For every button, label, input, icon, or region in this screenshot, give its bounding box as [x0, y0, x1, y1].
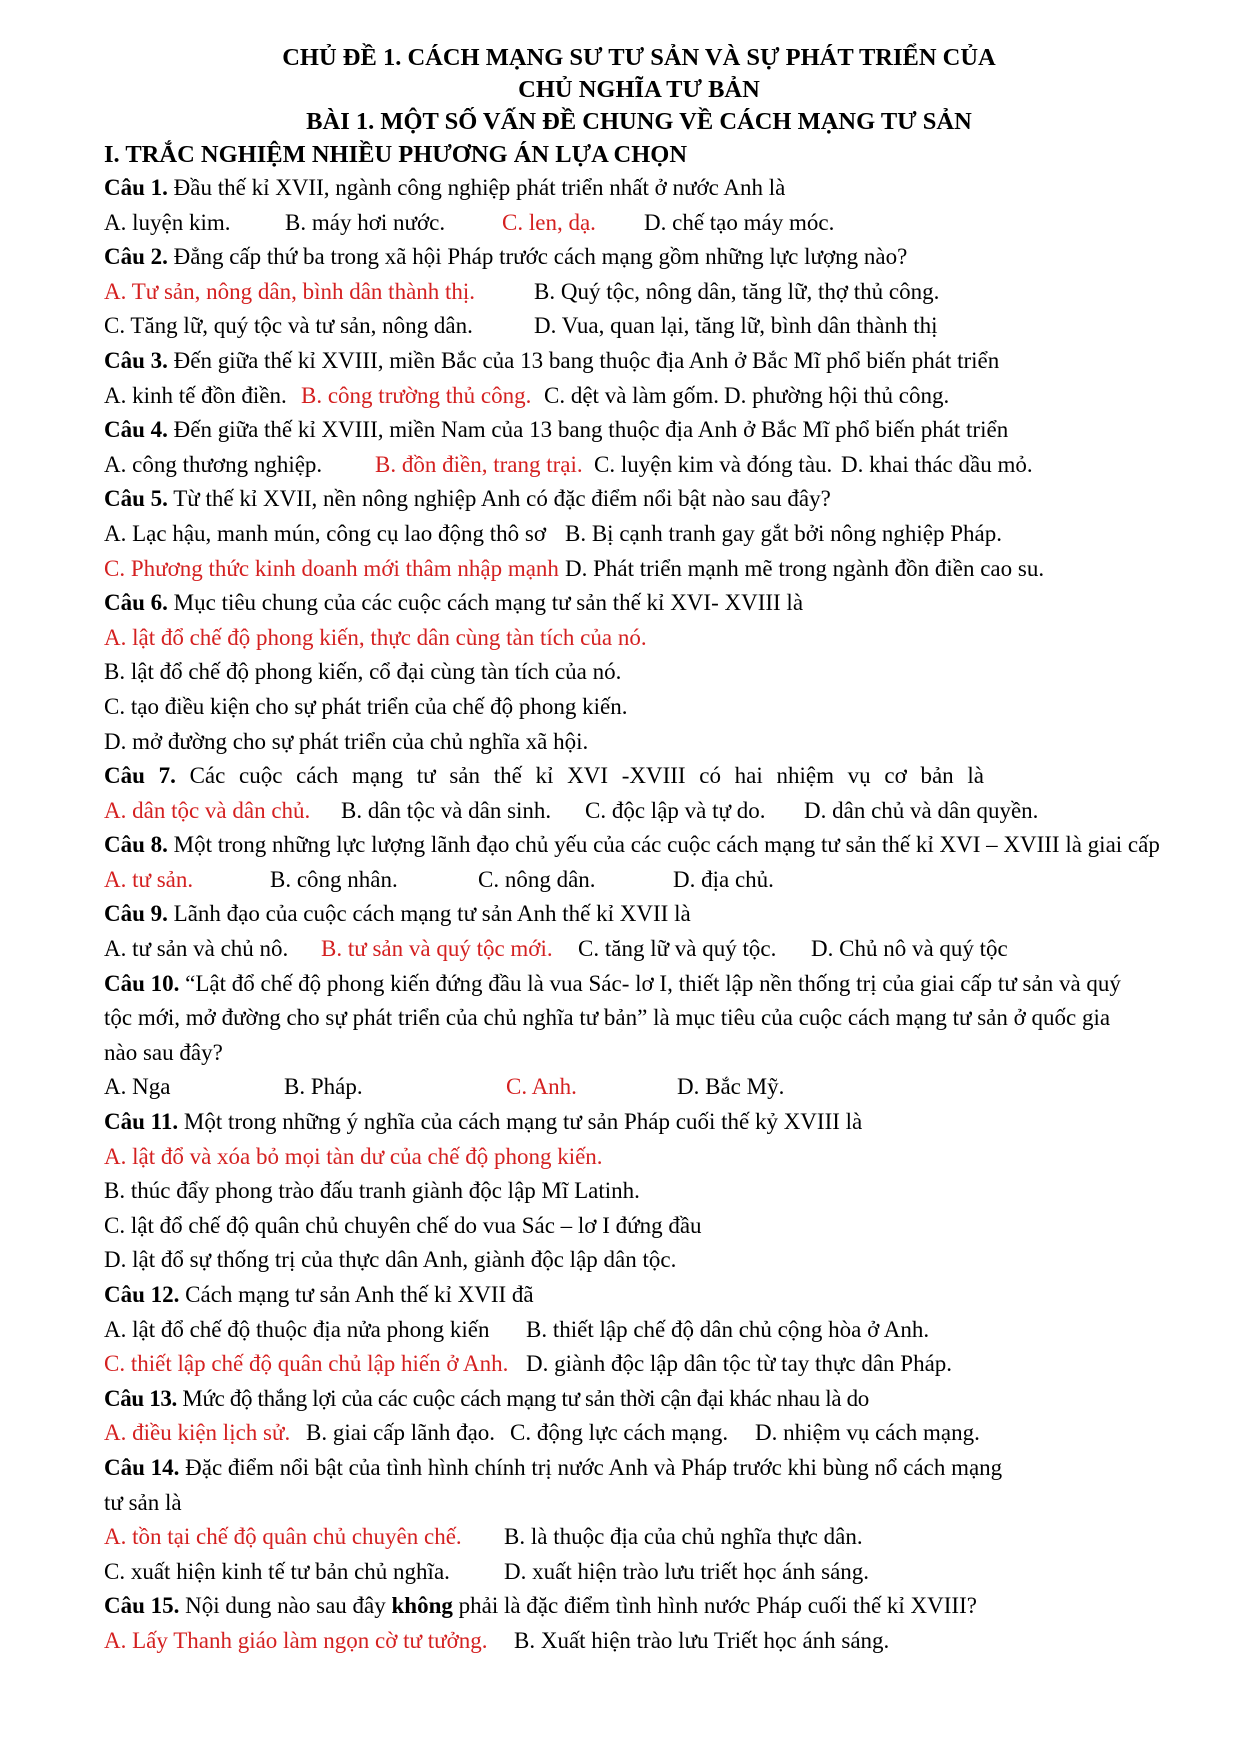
question-4-options [104, 448, 1174, 483]
option-b: B. đồn điền, trang trại. [375, 451, 583, 477]
option-d: D. nhiệm vụ cách mạng. [755, 1420, 980, 1446]
question-10-options [104, 1070, 1174, 1105]
question-15: Câu 15. Nội dung nào sau đây không phải là đặc điểm tình hình nước Pháp cuối thế kỉ XVIII? [104, 1593, 977, 1619]
question-15-options-ab [104, 1624, 1174, 1659]
question-3-options [104, 379, 1174, 414]
option-a: A. Lấy Thanh giáo làm ngọn cờ tư tưởng. [104, 1627, 488, 1653]
option-a: A. tư sản và chủ nô. [104, 936, 289, 962]
question-5-options-ab [104, 517, 1174, 552]
question-8-options [104, 863, 1174, 898]
question-12: Câu 12. Cách mạng tư sản Anh thế kỉ XVII đã [104, 1282, 534, 1307]
option-c: C. nông dân. [478, 866, 596, 892]
option-d: D. dân chủ và dân quyền. [804, 797, 1039, 823]
option-d: D. lật đổ sự thống trị của thực dân Anh, giành độc lập dân tộc. [104, 1247, 677, 1273]
option-a: A. lật đổ chế độ phong kiến, thực dân cùng tàn tích của nó. [104, 624, 647, 650]
question-11: Câu 11. Một trong những ý nghĩa của cách mạng tư sản Pháp cuối thế kỷ XVIII là [104, 1109, 863, 1135]
option-c: C. Anh. [506, 1074, 577, 1100]
option-b: B. công trường thủ công. [301, 382, 532, 408]
question-14-options-ab [104, 1520, 1174, 1555]
question-2-options-ab [104, 275, 1174, 310]
option-c: C. len, dạ. [502, 209, 596, 235]
option-d: D. phường hội thủ công. [724, 382, 950, 408]
question-2-options-cd [104, 309, 1174, 344]
question-12-options-cd [104, 1347, 1174, 1382]
question-9-options [104, 932, 1174, 967]
option-c: C. tăng lữ và quý tộc. [578, 936, 777, 962]
option-c: C. Phương thức kinh doanh mới thâm nhập mạnh [104, 555, 559, 581]
option-b: B. là thuộc địa của chủ nghĩa thực dân. [504, 1524, 863, 1550]
question-13: Câu 13. Mức độ thắng lợi của các cuộc cách mạng tư sản thời cận đại khác nhau là do [104, 1385, 869, 1411]
option-d: D. chế tạo máy móc. [644, 209, 835, 235]
option-b: B. Bị cạnh tranh gay gắt bởi nông nghiệp Pháp. [565, 520, 1002, 546]
option-b: B. công nhân. [270, 866, 398, 892]
question-10: Câu 10. “Lật đổ chế độ phong kiến đứng đầu là vua Sác- lơ I, thiết lập nền thống trị của giai cấp tư sản và quý tộc mới, mở đường cho sự phát triển của chủ nghĩa tư bản” là mục tiêu của cuộc cách mạng tư sản ở quốc gia nào sau đây? [104, 970, 1121, 1065]
option-c: C. động lực cách mạng. [510, 1420, 729, 1446]
emphasis-text: không [391, 1593, 453, 1619]
option-b: B. Xuất hiện trào lưu Triết học ánh sáng. [514, 1627, 890, 1653]
option-c: C. xuất hiện kinh tế tư bản chủ nghĩa. [104, 1558, 450, 1584]
option-a: A. lật đổ chế độ thuộc địa nửa phong kiến [104, 1316, 490, 1342]
question-5: Câu 5. Từ thế kỉ XVII, nền nông nghiệp Anh có đặc điểm nổi bật nào sau đây? [104, 486, 831, 512]
option-b: B. giai cấp lãnh đạo. [306, 1420, 496, 1446]
option-a: A. tồn tại chế độ quân chủ chuyên chế. [104, 1524, 462, 1550]
section-heading: I. TRẮC NGHIỆM NHIỀU PHƯƠNG ÁN LỰA CHỌN [104, 141, 688, 168]
option-c: C. luyện kim và đóng tàu. [594, 451, 833, 477]
option-d: D. khai thác dầu mỏ. [841, 451, 1033, 477]
option-d: D. xuất hiện trào lưu triết học ánh sáng. [504, 1558, 870, 1584]
option-a: A. lật đổ và xóa bỏ mọi tàn dư của chế độ phong kiến. [104, 1143, 603, 1169]
option-d: D. Vua, quan lại, tăng lữ, bình dân thành thị [534, 313, 938, 339]
question-8: Câu 8. Một trong những lực lượng lãnh đạo chủ yếu của các cuộc cách mạng tư sản thế kỉ XVI – XVIII là giai cấp [104, 832, 1160, 858]
option-d: D. Chủ nô và quý tộc [811, 936, 1008, 962]
question-4: Câu 4. Đến giữa thế kỉ XVIII, miền Nam của 13 bang thuộc địa Anh ở Bắc Mĩ phổ biến phát triển [104, 417, 1009, 443]
option-b: B. thiết lập chế độ dân chủ cộng hòa ở Anh. [526, 1316, 930, 1342]
option-a: A. công thương nghiệp. [104, 451, 323, 477]
option-b: B. dân tộc và dân sinh. [341, 797, 552, 823]
option-d: D. Bắc Mỹ. [677, 1074, 785, 1100]
option-b: B. Quý tộc, nông dân, tăng lữ, thợ thủ công. [534, 278, 940, 304]
option-a: A. luyện kim. [104, 209, 231, 235]
option-d: D. địa chủ. [673, 866, 774, 892]
question-13-options [104, 1416, 1174, 1451]
option-d: D. mở đường cho sự phát triển của chủ nghĩa xã hội. [104, 728, 589, 754]
option-c: C. độc lập và tự do. [585, 797, 766, 823]
question-5-options-cd [104, 552, 1174, 587]
option-b: B. máy hơi nước. [285, 209, 446, 235]
option-b: B. Pháp. [284, 1074, 363, 1100]
option-c: C. lật đổ chế độ quân chủ chuyên chế do vua Sác – lơ I đứng đầu [104, 1212, 702, 1238]
option-a: A. Nga [104, 1074, 171, 1100]
question-1-options [104, 206, 1174, 241]
option-b: B. lật đổ chế độ phong kiến, cổ đại cùng tàn tích của nó. [104, 659, 622, 685]
option-a: A. kinh tế đồn điền. [104, 382, 287, 408]
question-2: Câu 2. Đẳng cấp thứ ba trong xã hội Pháp trước cách mạng gồm những lực lượng nào? [104, 244, 908, 270]
option-a: A. tư sản. [104, 866, 194, 892]
option-c: C. Tăng lữ, quý tộc và tư sản, nông dân. [104, 313, 473, 339]
question-1: Câu 1. Đầu thế kỉ XVII, ngành công nghiệp phát triển nhất ở nước Anh là [104, 175, 786, 200]
option-c: C. tạo điều kiện cho sự phát triển của chế độ phong kiến. [104, 693, 628, 719]
option-a: A. Lạc hậu, manh mún, công cụ lao động thô sơ [104, 520, 547, 546]
option-a: A. điều kiện lịch sử. [104, 1420, 291, 1446]
question-7: Câu 7. Các cuộc cách mạng tư sản thế kỉ XVI -XVIII có hai nhiệm vụ cơ bản là [104, 763, 984, 789]
option-a: A. dân tộc và dân chủ. [104, 797, 311, 823]
document-page [104, 0, 1174, 1659]
option-b: B. thúc đẩy phong trào đấu tranh giành độc lập Mĩ Latinh. [104, 1178, 640, 1204]
option-c: C. thiết lập chế độ quân chủ lập hiến ở Anh. [104, 1351, 509, 1377]
question-7-options [104, 794, 1174, 829]
question-6: Câu 6. Mục tiêu chung của các cuộc cách mạng tư sản thế kỉ XVI- XVIII là [104, 590, 804, 616]
lesson-title: BÀI 1. MỘT SỐ VẤN ĐỀ CHUNG VỀ CÁCH MẠNG TƯ SẢN [306, 108, 972, 135]
option-b: B. tư sản và quý tộc mới. [321, 936, 553, 962]
question-9: Câu 9. Lãnh đạo của cuộc cách mạng tư sản Anh thế kỉ XVII là [104, 901, 691, 927]
question-14-options-cd [104, 1555, 1174, 1590]
question-12-options-ab [104, 1313, 1174, 1348]
question-14: Câu 14. Đặc điểm nổi bật của tình hình chính trị nước Anh và Pháp trước khi bùng nổ cách mạng tư sản là [104, 1454, 1003, 1515]
question-3: Câu 3. Đến giữa thế kỉ XVIII, miền Bắc của 13 bang thuộc địa Anh ở Bắc Mĩ phổ biến phát triển [104, 347, 1000, 373]
option-d: D. giành độc lập dân tộc từ tay thực dân Pháp. [526, 1351, 953, 1377]
option-a: A. Tư sản, nông dân, bình dân thành thị. [104, 278, 476, 304]
option-c: C. dệt và làm gốm. [544, 382, 720, 408]
topic-title-cont: CHỦ NGHĨA TƯ BẢN [518, 76, 760, 103]
topic-title: CHỦ ĐỀ 1. CÁCH MẠNG SƯ TƯ SẢN VÀ SỰ PHÁT TRIỂN CỦA [282, 44, 996, 71]
option-d: D. Phát triển mạnh mẽ trong ngành đồn điền cao su. [565, 555, 1045, 581]
